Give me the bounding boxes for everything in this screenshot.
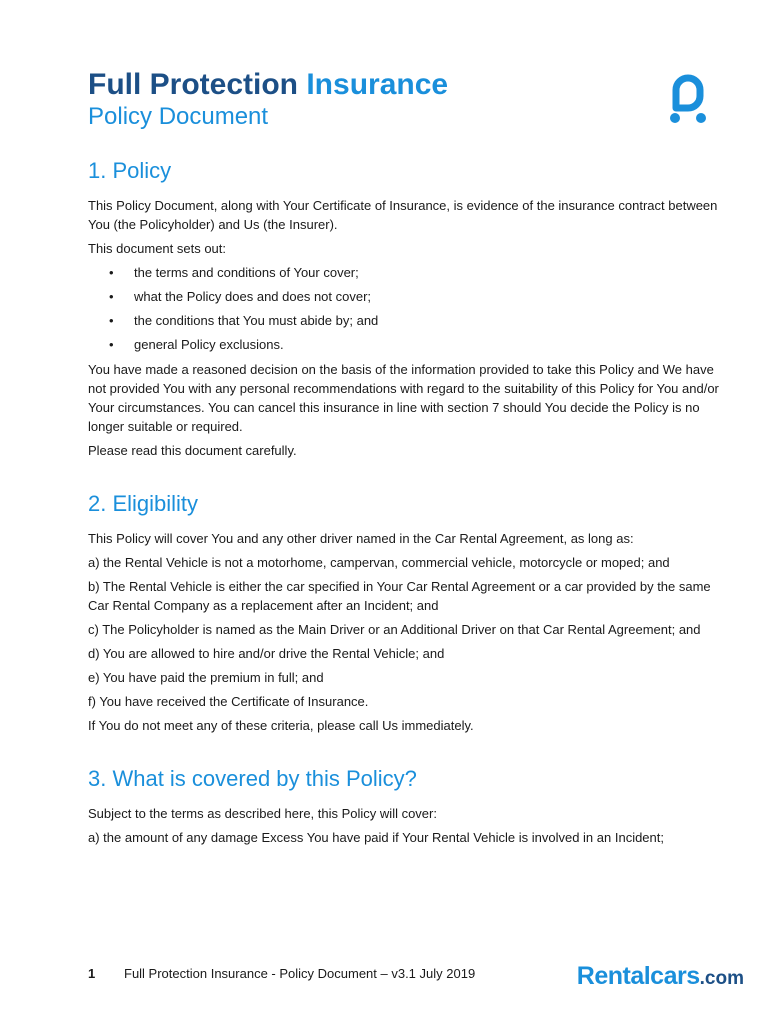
list-item: [88, 335, 720, 354]
eligibility-item: b) The Rental Vehicle is either the car specified in Your Car Rental Agreement or a car provided by the same Car Rental Company as a replacement after an Incident; and: [88, 579, 711, 613]
brand-tld: .com: [699, 968, 744, 989]
list-item: [88, 263, 720, 282]
section-coverage: [88, 764, 720, 847]
title-part-full-protection: Full Protection: [88, 68, 298, 101]
paragraph: This Policy will cover You and any other driver named in the Car Rental Agreement, as long as:: [88, 531, 634, 546]
section-eligibility: [88, 489, 720, 735]
section-policy: [88, 156, 720, 460]
paragraph: If You do not meet any of these criteria, please call Us immediately.: [88, 718, 474, 733]
page-number: 1: [88, 966, 96, 981]
section-heading: 1. Policy: [88, 158, 172, 183]
bullet-icon: •: [109, 289, 114, 304]
bullet-icon: •: [109, 337, 114, 352]
title-part-insurance: Insurance: [306, 68, 449, 101]
rentalcars-logo-icon: [664, 70, 712, 124]
eligibility-item: e) You have paid the premium in full; and: [88, 670, 324, 685]
section-heading: 2. Eligibility: [88, 491, 199, 516]
brand-name: Rentalcars: [576, 962, 700, 990]
paragraph: This Policy Document, along with Your Certificate of Insurance, is evidence of the insurance contract between You (the Policyholder) and Us (the Insurer).: [88, 198, 718, 232]
list-item: [88, 311, 720, 330]
eligibility-item: a) the Rental Vehicle is not a motorhome, campervan, commercial vehicle, motorcycle or moped; and: [88, 555, 670, 570]
footer-document-reference: Full Protection Insurance - Policy Document – v3.1 July 2019: [124, 966, 476, 981]
bullet-icon: •: [109, 313, 114, 328]
paragraph: This document sets out:: [88, 241, 227, 256]
coverage-item: a) the amount of any damage Excess You have paid if Your Rental Vehicle is involved in an Incident;: [88, 830, 664, 845]
eligibility-item: d) You are allowed to hire and/or drive the Rental Vehicle; and: [88, 646, 445, 661]
list-item-text: the conditions that You must abide by; and: [134, 313, 379, 328]
list-item: [88, 287, 720, 306]
list-item-text: what the Policy does and does not cover;: [134, 289, 372, 304]
bullet-icon: •: [109, 265, 114, 280]
document-title: [88, 68, 448, 102]
document-subtitle: Policy Document: [88, 103, 269, 130]
document-header: [88, 68, 448, 132]
list-item-text: the terms and conditions of Your cover;: [134, 265, 359, 280]
document-body: [88, 156, 720, 852]
page-footer: [88, 962, 744, 992]
paragraph: Subject to the terms as described here, this Policy will cover:: [88, 806, 437, 821]
paragraph: Please read this document carefully.: [88, 443, 297, 458]
rentalcars-wordmark-logo: [577, 962, 744, 993]
paragraph: You have made a reasoned decision on the basis of the information provided to take this Policy and We have not provided You with any personal recommendations with regard to the suitability of this Policy for You and/or Your circumstances. You can cancel this insurance in line with section 7 should You decide the Policy is no longer suitable or required.: [88, 362, 719, 434]
list-item-text: general Policy exclusions.: [134, 337, 284, 352]
eligibility-item: f) You have received the Certificate of Insurance.: [88, 694, 369, 709]
eligibility-item: c) The Policyholder is named as the Main Driver or an Additional Driver on that Car Rental Agreement; and: [88, 622, 701, 637]
bullet-list: [88, 263, 720, 354]
section-heading: 3. What is covered by this Policy?: [88, 766, 417, 791]
